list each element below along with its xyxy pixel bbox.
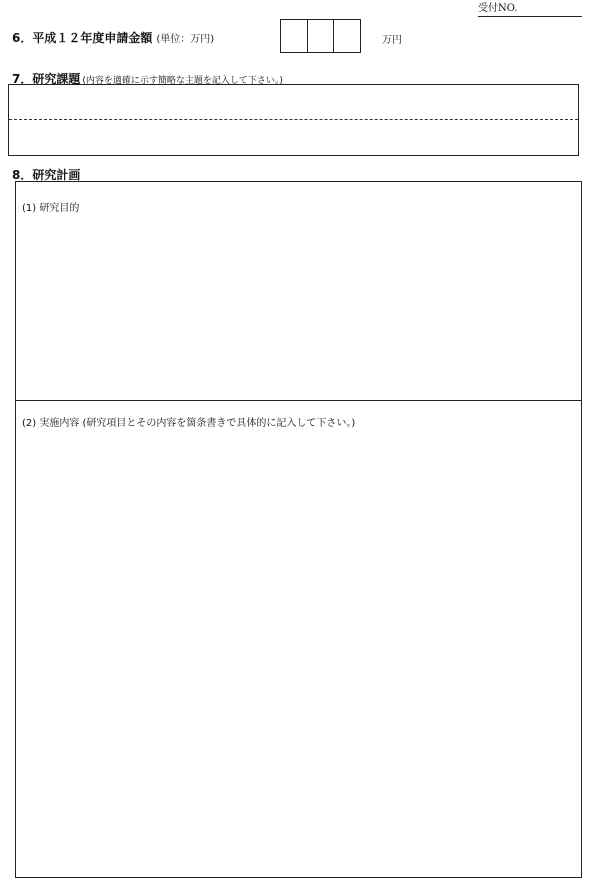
- section-7-note: (内容を適確に示す簡略な主題を記入して下さい。): [82, 76, 283, 86]
- section-8-title: 8．研究計画: [12, 168, 81, 182]
- amount-suffix: 万円: [382, 35, 402, 46]
- amount-digit-box-3[interactable]: [334, 20, 360, 52]
- reception-number-label: 受付NO.: [478, 3, 518, 14]
- section-7-title: 7．研究課題: [12, 72, 81, 86]
- section-6-heading: [12, 29, 214, 46]
- amount-digit-box-1[interactable]: [281, 20, 308, 52]
- research-plan-box: [15, 181, 582, 878]
- research-plan-divider: [16, 400, 581, 401]
- research-theme-field[interactable]: [8, 84, 579, 156]
- research-purpose-label: (1) 研究目的: [22, 203, 80, 214]
- implementation-content-label: (2) 実施内容 (研究項目とその内容を箇条書きで具体的に記入して下さい。): [22, 418, 356, 429]
- section-6-unit: (単位：万円): [156, 34, 215, 45]
- amount-digit-box-2[interactable]: [308, 20, 335, 52]
- section-6-title: 6．平成１２年度申請金額: [12, 31, 153, 45]
- research-theme-divider: [9, 119, 578, 120]
- reception-number-field[interactable]: [478, 2, 582, 17]
- amount-input-group: [280, 19, 361, 53]
